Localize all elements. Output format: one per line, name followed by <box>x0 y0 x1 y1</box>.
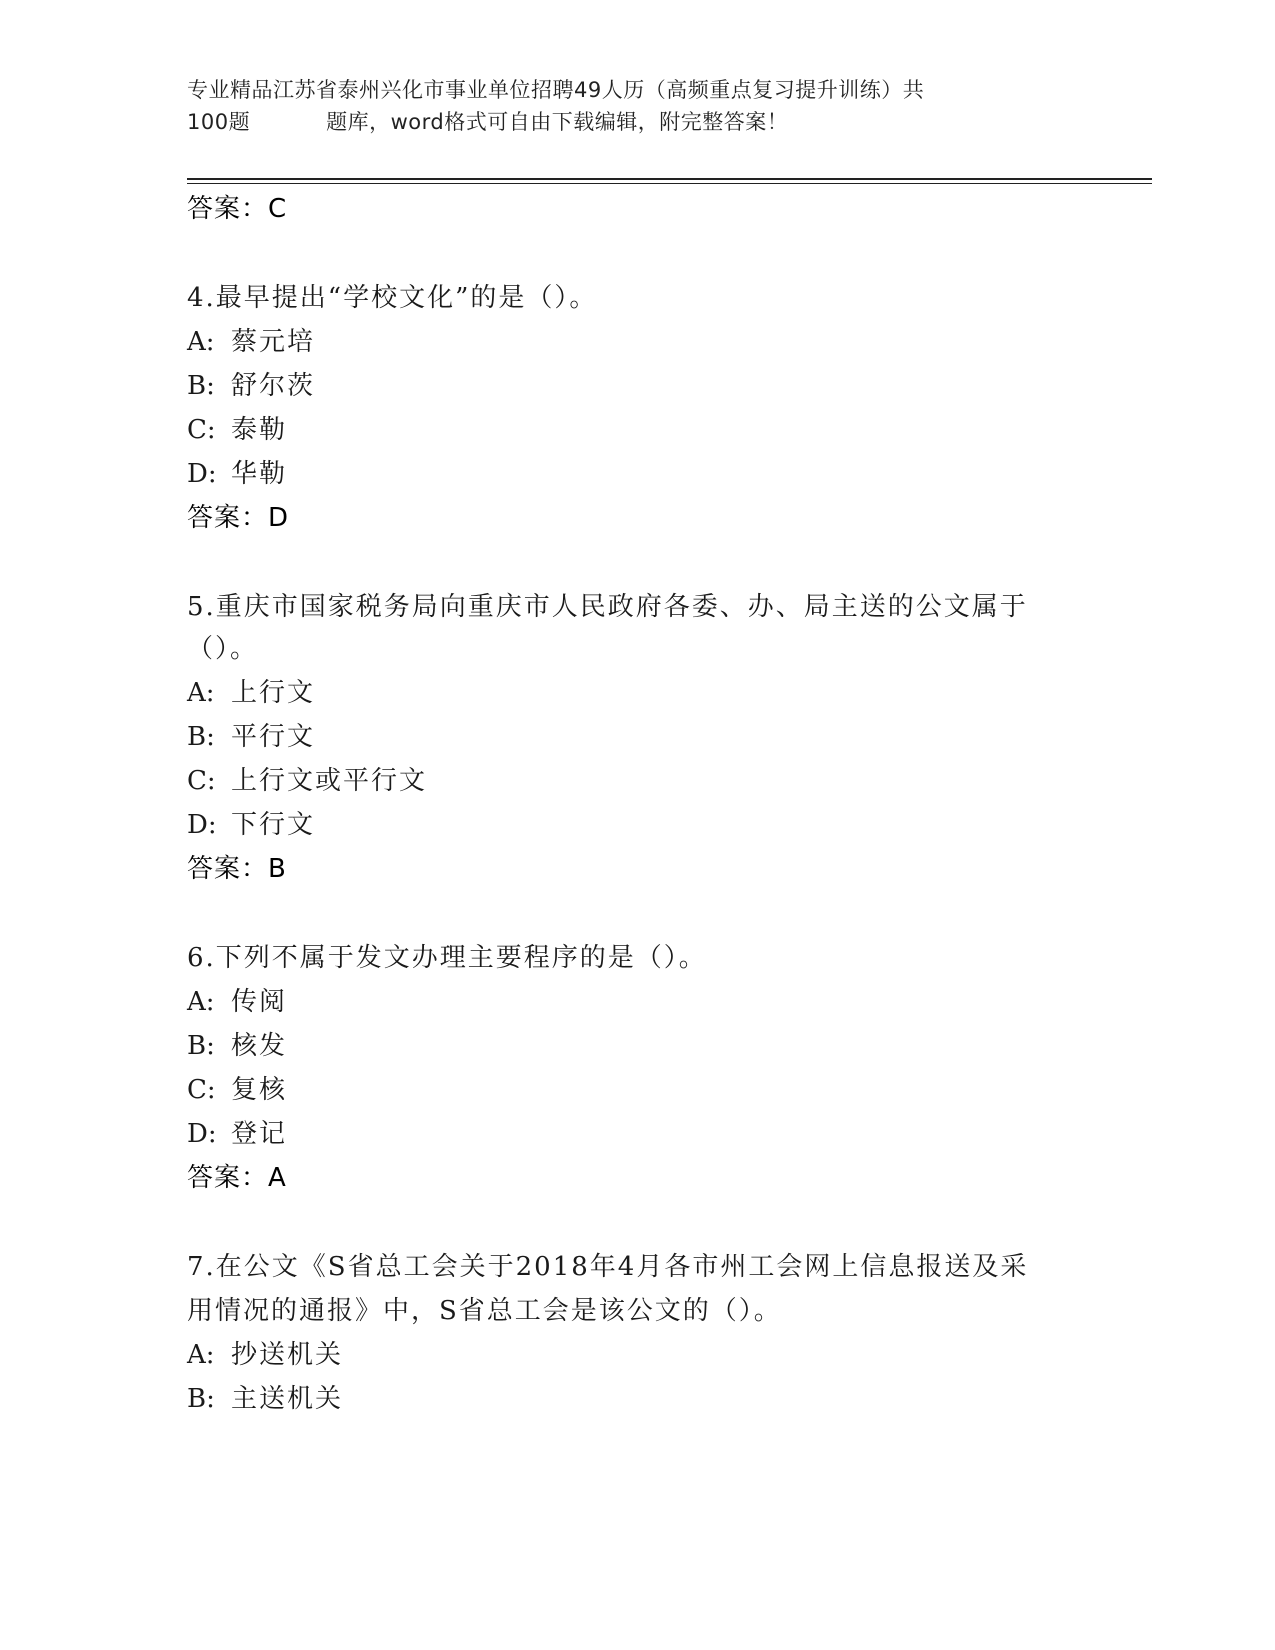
header-title-line1: 专业精品江苏省泰州兴化市事业单位招聘49人历（高频重点复习提升训练）共 <box>187 78 925 102</box>
option-text: 核发 <box>231 1031 288 1061</box>
answer-value: B <box>268 854 287 884</box>
q4-option-a <box>187 325 315 359</box>
option-text: 华勒 <box>231 459 288 489</box>
option-label: B: <box>187 1031 215 1061</box>
option-label: C: <box>187 415 216 445</box>
option-text: 上行文 <box>231 678 316 708</box>
answer-value: D <box>268 503 290 533</box>
option-text: 泰勒 <box>231 415 288 445</box>
header-count: 100题 <box>187 110 251 134</box>
option-label: B: <box>187 371 215 401</box>
q5-answer <box>187 852 287 886</box>
q5-option-b <box>187 720 315 754</box>
q5-stem-line1: 5.重庆市国家税务局向重庆市人民政府各委、办、局主送的公文属于 <box>187 592 1028 622</box>
q6-answer <box>187 1161 287 1195</box>
option-text: 上行文或平行文 <box>231 766 428 796</box>
q7-stem-line1: 7.在公文《S省总工会关于2018年4月各市州工会网上信息报送及采 <box>187 1252 1029 1282</box>
answer-value: A <box>268 1163 287 1193</box>
q5-option-c <box>187 764 427 798</box>
q4-option-c <box>187 413 287 447</box>
q4-option-b <box>187 369 315 403</box>
q7-stem-line2: 用情况的通报》中，S省总工会是该公文的（）。 <box>187 1296 782 1326</box>
answer-prefix: 答案： <box>187 503 269 533</box>
option-label: C: <box>187 766 216 796</box>
option-label: A: <box>187 678 215 708</box>
page-header <box>187 74 1087 138</box>
q4-option-d <box>187 457 287 491</box>
q5-stem-line2: （）。 <box>187 634 259 664</box>
header-divider-thick <box>187 178 1152 180</box>
q3-answer <box>187 192 287 226</box>
option-label: B: <box>187 1384 215 1414</box>
q5-option-d <box>187 808 315 842</box>
option-label: C: <box>187 1075 216 1105</box>
q5-option-a <box>187 676 315 710</box>
option-label: A: <box>187 1340 215 1370</box>
header-description: 题库，word格式可自由下载编辑，附完整答案！ <box>326 110 789 134</box>
option-text: 登记 <box>231 1119 288 1149</box>
option-label: A: <box>187 327 215 357</box>
answer-prefix: 答案： <box>187 1163 269 1193</box>
q6-option-c <box>187 1073 287 1107</box>
option-text: 复核 <box>231 1075 288 1105</box>
answer-prefix: 答案： <box>187 854 269 884</box>
option-text: 舒尔茨 <box>231 371 316 401</box>
answer-prefix: 答案： <box>187 194 269 224</box>
q6-stem: 6.下列不属于发文办理主要程序的是（）。 <box>187 943 707 973</box>
option-label: D: <box>187 810 217 840</box>
option-label: B: <box>187 722 215 752</box>
q7-option-b <box>187 1382 343 1416</box>
header-title-line2 <box>187 106 1087 138</box>
option-text: 传阅 <box>231 987 288 1017</box>
option-text: 抄送机关 <box>231 1340 344 1370</box>
q7-option-a <box>187 1338 343 1372</box>
q6-option-d <box>187 1117 287 1151</box>
option-label: A: <box>187 987 215 1017</box>
option-text: 主送机关 <box>231 1384 344 1414</box>
option-text: 平行文 <box>231 722 316 752</box>
q4-answer <box>187 501 289 535</box>
answer-value: C <box>268 194 288 224</box>
option-label: D: <box>187 459 217 489</box>
q6-option-b <box>187 1029 287 1063</box>
option-label: D: <box>187 1119 217 1149</box>
option-text: 蔡元培 <box>231 327 316 357</box>
header-divider-thin <box>187 183 1152 184</box>
q6-option-a <box>187 985 287 1019</box>
q4-stem: 4.最早提出“学校文化”的是（）。 <box>187 283 598 313</box>
option-text: 下行文 <box>231 810 316 840</box>
